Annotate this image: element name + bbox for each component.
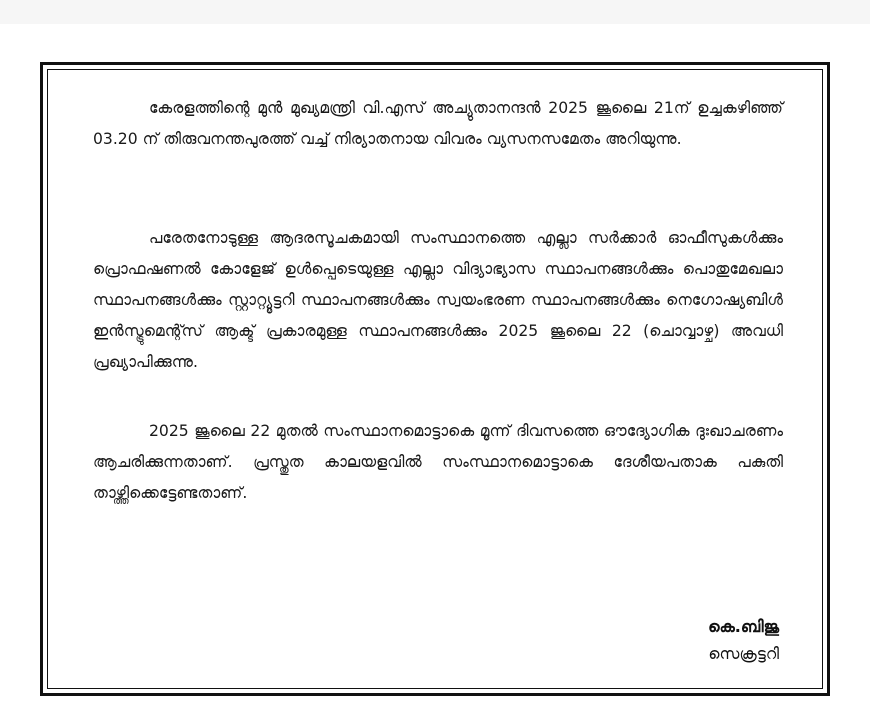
document-inner-border xyxy=(47,69,823,689)
paragraph-announcement: കേരളത്തിന്റെ മുൻ മുഖ്യമന്ത്രി വി.എസ് അച്യുതാനന്ദൻ 2025 ജൂലൈ 21ന് ഉച്ചകഴിഞ്ഞ് 03.20 ന് തിരുവനന്തപുരത്ത് വച്ച് നിര്യാതനായ വിവരം വ്യസനസമേതം അറിയുന്നു. xyxy=(93,99,783,148)
paragraph-mourning: 2025 ജൂലൈ 22 മുതൽ സംസ്ഥാനമൊട്ടാകെ മൂന്ന് ദിവസത്തെ ഔദ്യോഗിക ദുഃഖാചരണം ആചരിക്കുന്നതാണ്. പ്രസ്തുത കാലയളവിൽ സംസ്ഥാനമൊട്ടാകെ ദേശീയപതാക പകുതി താഴ്ത്തിക്കെട്ടേണ്ടതാണ്. xyxy=(93,422,783,502)
signatory-name: കെ.ബിജു xyxy=(708,617,779,636)
paragraph-holiday: പരേതനോടുള്ള ആദരസൂചകമായി സംസ്ഥാനത്തെ എല്ലാ സർക്കാർ ഓഫീസുകൾക്കും പ്രൊഫഷണൽ കോളേജ് ഉൾപ്പെടെയുള്ള എല്ലാ വിദ്യാഭ്യാസ സ്ഥാപനങ്ങൾക്കും പൊതുമേഖലാ സ്ഥാപനങ്ങൾക്കും സ്റ്റാറ്റ്യൂട്ടറി സ്ഥാപനങ്ങൾക്കും സ്വയംഭരണ സ്ഥാപനങ്ങൾക്കും നെഗോഷ്യബിൾ ഇൻസ്ട്രുമെന്റ്സ് ആക്ട് പ്രകാരമുള്ള സ്ഥാപനങ്ങൾക്കും 2025 ജൂലൈ 22 (ചൊവ്വാഴ്ച) അവധി പ്രഖ്യാപിക്കുന്നു. xyxy=(93,229,783,371)
document-page xyxy=(0,24,870,714)
document-border xyxy=(40,62,830,696)
viewer-top-bar xyxy=(0,0,870,24)
signatory-title: സെക്രട്ടറി xyxy=(708,645,779,663)
